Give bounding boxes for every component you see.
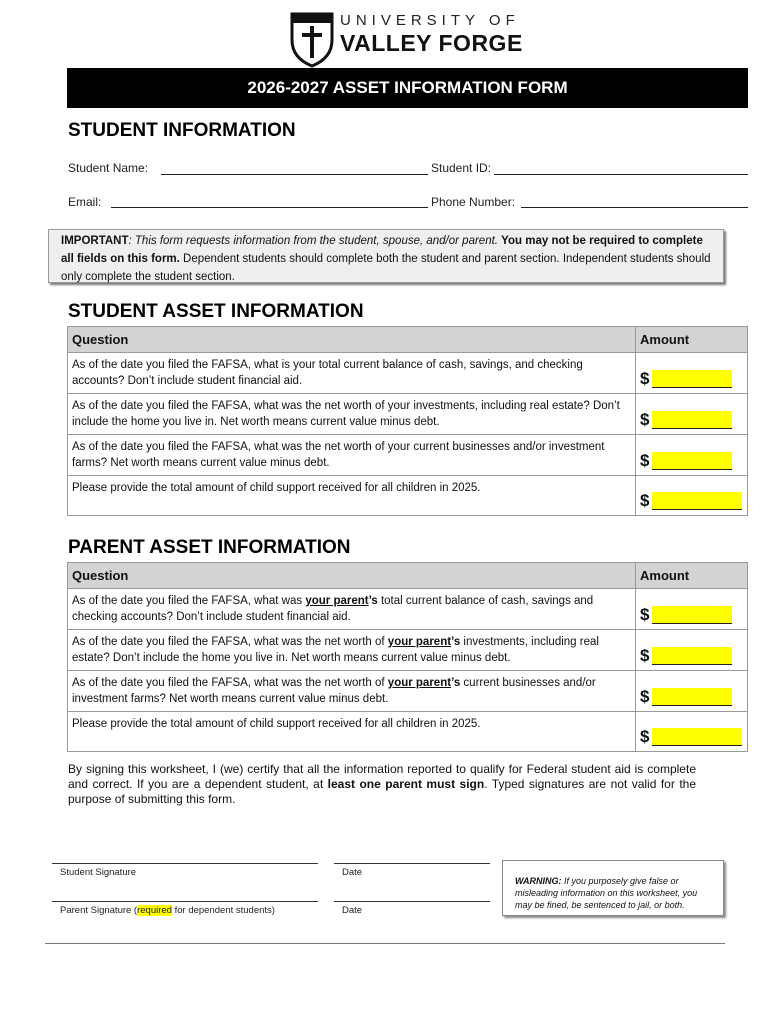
certification-text (68, 762, 696, 807)
important-label: IMPORTANT (61, 235, 129, 247)
student-question-2: As of the date you filed the FAFSA, what was the net worth of your investments, including real estate? Don’t include the home you live in. Net worth means current value minus debt. (68, 394, 636, 435)
phone-number-label: Phone Number: (431, 195, 516, 209)
amount-input[interactable] (652, 688, 732, 706)
parent-amount-1[interactable] (636, 589, 748, 630)
important-text-1: : This form requests information from the student, spouse, and/or parent. (128, 235, 502, 247)
parent-signature-line[interactable] (52, 901, 318, 902)
student-signature-line[interactable] (52, 863, 318, 864)
important-text-2: Dependent students should complete both the student and parent section. Independent students should only complete the student section. (61, 253, 711, 283)
parent-assets-table (67, 562, 748, 752)
parent-amount-4[interactable] (636, 712, 748, 752)
warning-text: If you purposely give false or misleading information on this worksheet, you may be fined, be sentenced to jail, or both. (515, 876, 698, 910)
dollar-sign: $ (640, 491, 650, 510)
amount-input[interactable] (652, 728, 742, 746)
certification-bold: least one parent must sign (327, 777, 485, 791)
dollar-sign: $ (640, 605, 650, 624)
student-amount-1[interactable] (636, 353, 748, 394)
table-row (68, 671, 748, 712)
dollar-sign: $ (640, 646, 650, 665)
certification-part-2: . Typed signatures are not valid for the purpose of submitting this form. (68, 777, 696, 806)
dollar-sign: $ (640, 727, 650, 746)
certification-part-1: By signing this worksheet, I (we) certify that all the information reported to qualify for Federal student aid is complete and correct. If you are a dependent student, at (68, 762, 696, 791)
table-row (68, 712, 748, 752)
possessive-s: ’s (368, 595, 378, 607)
question-text: As of the date you filed the FAFSA, what was (72, 595, 306, 607)
parent-assets-title: PARENT ASSET INFORMATION (68, 537, 351, 558)
parent-date-label: Date (342, 905, 363, 916)
amount-input[interactable] (652, 452, 732, 470)
amount-input[interactable] (652, 606, 732, 624)
question-header: Question (68, 327, 636, 353)
parent-question-2 (68, 630, 636, 671)
question-text: investments, including real estate? Don’t include the home you live in. Net worth means current value minus debt. (72, 636, 599, 664)
possessive-s: ’s (451, 636, 461, 648)
phone-number-field[interactable] (521, 207, 748, 208)
student-date-label: Date (342, 867, 363, 878)
table-row (68, 394, 748, 435)
table-row (68, 589, 748, 630)
your-parent-emphasis: your parent (387, 636, 452, 648)
parent-amount-3[interactable] (636, 671, 748, 712)
footer-divider (45, 943, 725, 944)
table-row (68, 630, 748, 671)
important-bold: You may not be required to complete all fields on this form. (61, 235, 703, 265)
possessive-s: ’s (451, 677, 461, 689)
dollar-sign: $ (640, 451, 650, 470)
student-id-field[interactable] (494, 174, 748, 175)
warning-label: WARNING: (515, 876, 562, 886)
student-amount-4[interactable] (636, 476, 748, 516)
student-info-title: STUDENT INFORMATION (68, 120, 296, 141)
amount-input[interactable] (652, 492, 742, 510)
dollar-sign: $ (640, 410, 650, 429)
parent-date-line[interactable] (334, 901, 490, 902)
warning-box (502, 860, 724, 916)
table-row (68, 353, 748, 394)
table-header-row (68, 327, 748, 353)
question-text: total current balance of cash, savings and checking accounts? Don’t include student financial aid. (72, 595, 594, 623)
student-id-label: Student ID: (431, 161, 492, 175)
parent-question-4: Please provide the total amount of child support received for all children in 2025. (68, 712, 636, 752)
logo-university-of: UNIVERSITY OF (340, 12, 520, 29)
important-notice (48, 229, 724, 283)
student-signature-label: Student Signature (60, 867, 137, 878)
parent-sig-text: Parent Signature ( (60, 905, 138, 916)
student-amount-2[interactable] (636, 394, 748, 435)
student-name-field[interactable] (161, 174, 428, 175)
email-field[interactable] (111, 207, 428, 208)
required-highlight: required (137, 905, 172, 916)
your-parent-emphasis: your parent (387, 677, 452, 689)
student-assets-title: STUDENT ASSET INFORMATION (68, 301, 364, 322)
student-assets-table (67, 326, 748, 516)
dollar-sign: $ (640, 369, 650, 388)
table-row (68, 435, 748, 476)
question-text: current businesses and/or investment farms? Net worth means current value minus debt. (72, 677, 596, 705)
amount-input[interactable] (652, 411, 732, 429)
amount-header: Amount (636, 327, 748, 353)
student-question-3: As of the date you filed the FAFSA, what was the net worth of your current businesses and/or investment farms? Net worth means current value minus debt. (68, 435, 636, 476)
student-date-line[interactable] (334, 863, 490, 864)
amount-input[interactable] (652, 370, 732, 388)
student-amount-3[interactable] (636, 435, 748, 476)
form-title: 2026-2027 ASSET INFORMATION FORM (67, 68, 748, 108)
parent-question-3 (68, 671, 636, 712)
student-question-1: As of the date you filed the FAFSA, what is your total current balance of cash, savings, and checking accounts? Don’t include student financial aid. (68, 353, 636, 394)
student-name-label: Student Name: (68, 161, 149, 175)
parent-signature-label (60, 905, 275, 916)
table-header-row (68, 563, 748, 589)
question-text: As of the date you filed the FAFSA, what was the net worth of (72, 677, 388, 689)
question-header: Question (68, 563, 636, 589)
amount-input[interactable] (652, 647, 732, 665)
question-text: As of the date you filed the FAFSA, what was the net worth of (72, 636, 388, 648)
amount-header: Amount (636, 563, 748, 589)
logo-valley-forge: VALLEY FORGE (340, 30, 523, 56)
parent-question-1 (68, 589, 636, 630)
university-crest-icon (287, 6, 337, 68)
dollar-sign: $ (640, 687, 650, 706)
parent-sig-text: for dependent students) (171, 905, 275, 916)
email-label: Email: (68, 195, 102, 209)
your-parent-emphasis: your parent (305, 595, 369, 607)
parent-amount-2[interactable] (636, 630, 748, 671)
table-row (68, 476, 748, 516)
student-question-4: Please provide the total amount of child support received for all children in 2025. (68, 476, 636, 516)
